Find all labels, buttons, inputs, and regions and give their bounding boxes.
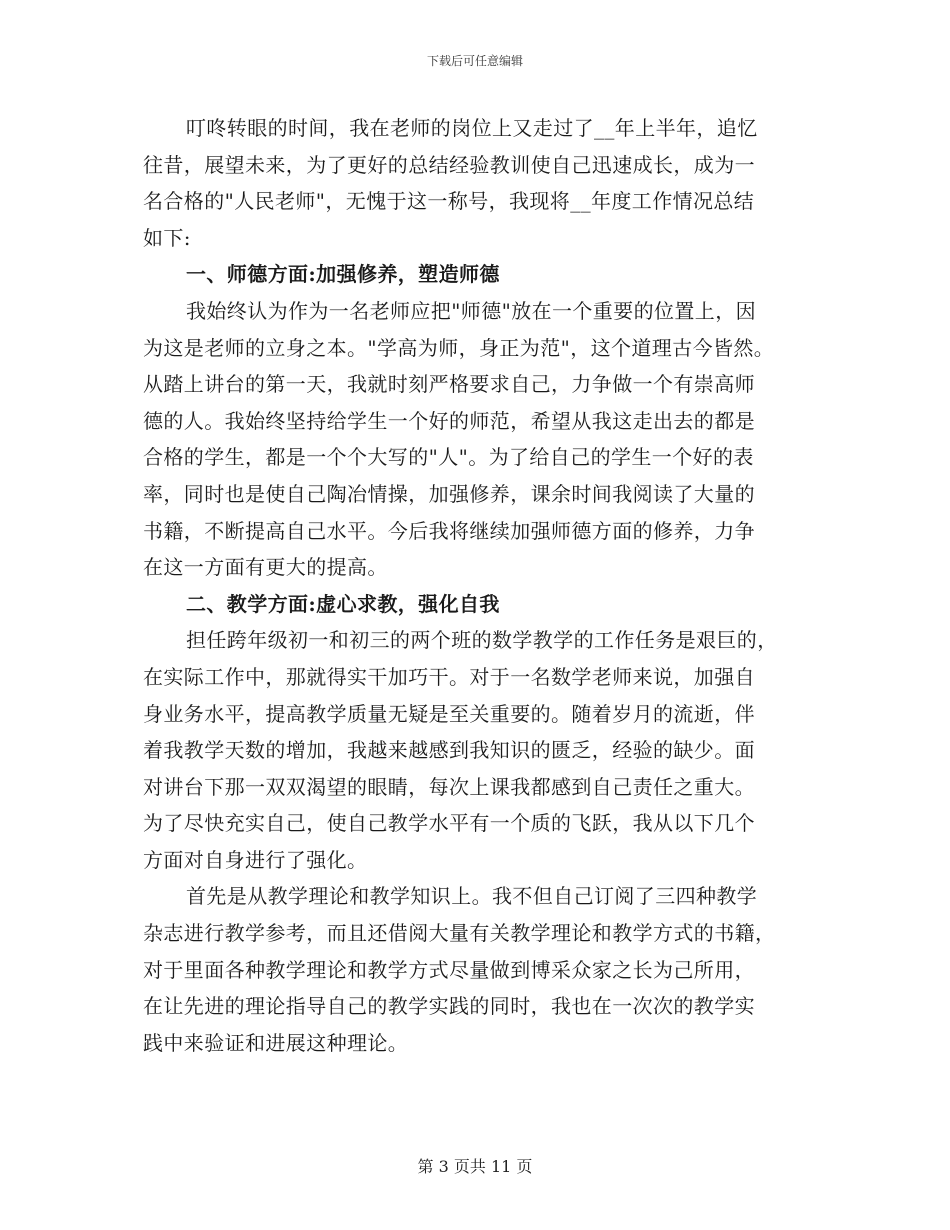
- paragraph-line: 名合格的"人民老师"，无愧于这一称号，我现将__年度工作情况总结: [143, 189, 755, 214]
- section-heading-ethics: 一、师德方面:加强修养，塑造师德: [186, 262, 500, 287]
- page-header: 下载后可任意编辑: [426, 54, 523, 68]
- paragraph-line: 在让先进的理论指导自己的教学实践的同时，我也在一次次的教学实: [143, 994, 755, 1019]
- paragraph-line: 叮咚转眼的时间，我在老师的岗位上又走过了__年上半年，追忆: [186, 116, 758, 140]
- paragraph-line: 方面对自身进行了强化。: [143, 847, 368, 872]
- paragraph-line: 着我教学天数的增加，我越来越感到我知识的匮乏，经验的缺少。面: [143, 738, 755, 763]
- paragraph-line: 为这是老师的立身之本。"学高为师，身正为范"，这个道理古今皆然。: [143, 335, 775, 360]
- paragraph-line: 在实际工作中，那就得实干加巧干。对于一名数学老师来说，加强自: [143, 664, 755, 689]
- paragraph-line: 如下:: [143, 225, 191, 250]
- document-body: [143, 110, 808, 1061]
- paragraph-line: 杂志进行教学参考，而且还借阅大量有关教学理论和教学方式的书籍，: [143, 921, 776, 946]
- paragraph-line: 率，同时也是使自己陶冶情操，加强修养，课余时间我阅读了大量的: [143, 481, 755, 506]
- paragraph-line: 践中来验证和进展这种理论。: [143, 1030, 409, 1055]
- paragraph-line: 从踏上讲台的第一天，我就时刻严格要求自己，力争做一个有崇高师: [143, 372, 755, 397]
- paragraph-line: 书籍，不断提高自己水平。今后我将继续加强师德方面的修养，力争: [143, 518, 755, 543]
- paragraph-line: 往昔，展望未来，为了更好的总结经验教训使自己迅速成长，成为一: [143, 152, 755, 177]
- paragraph-line: 对讲台下那一双双渴望的眼睛，每次上课我都感到自己责任之重大。: [143, 774, 755, 799]
- paragraph-line: 合格的学生，都是一个个大写的"人"。为了给自己的学生一个好的表: [143, 445, 754, 470]
- paragraph-line: 为了尽快充实自己，使自己教学水平有一个质的飞跃，我从以下几个: [143, 811, 755, 836]
- paragraph-line: 德的人。我始终坚持给学生一个好的师范，希望从我这走出去的都是: [143, 408, 755, 433]
- paragraph-line: 在这一方面有更大的提高。: [143, 555, 388, 580]
- paragraph-line: 身业务水平，提高教学质量无疑是至关重要的。随着岁月的流逝，伴: [143, 701, 755, 726]
- paragraph-line: 对于里面各种教学理论和教学方式尽量做到博采众家之长为己所用，: [143, 957, 755, 982]
- section-heading-teaching: 二、教学方面:虚心求教，强化自我: [186, 591, 500, 616]
- page-footer: 第 3 页共 11 页: [417, 1157, 533, 1176]
- paragraph-line: 我始终认为作为一名老师应把"师德"放在一个重要的位置上，因: [186, 298, 756, 323]
- paragraph-line: 担任跨年级初一和初三的两个班的数学教学的工作任务是艰巨的，: [186, 628, 778, 653]
- paragraph-line: 首先是从教学理论和教学知识上。我不但自己订阅了三四种教学: [186, 884, 758, 909]
